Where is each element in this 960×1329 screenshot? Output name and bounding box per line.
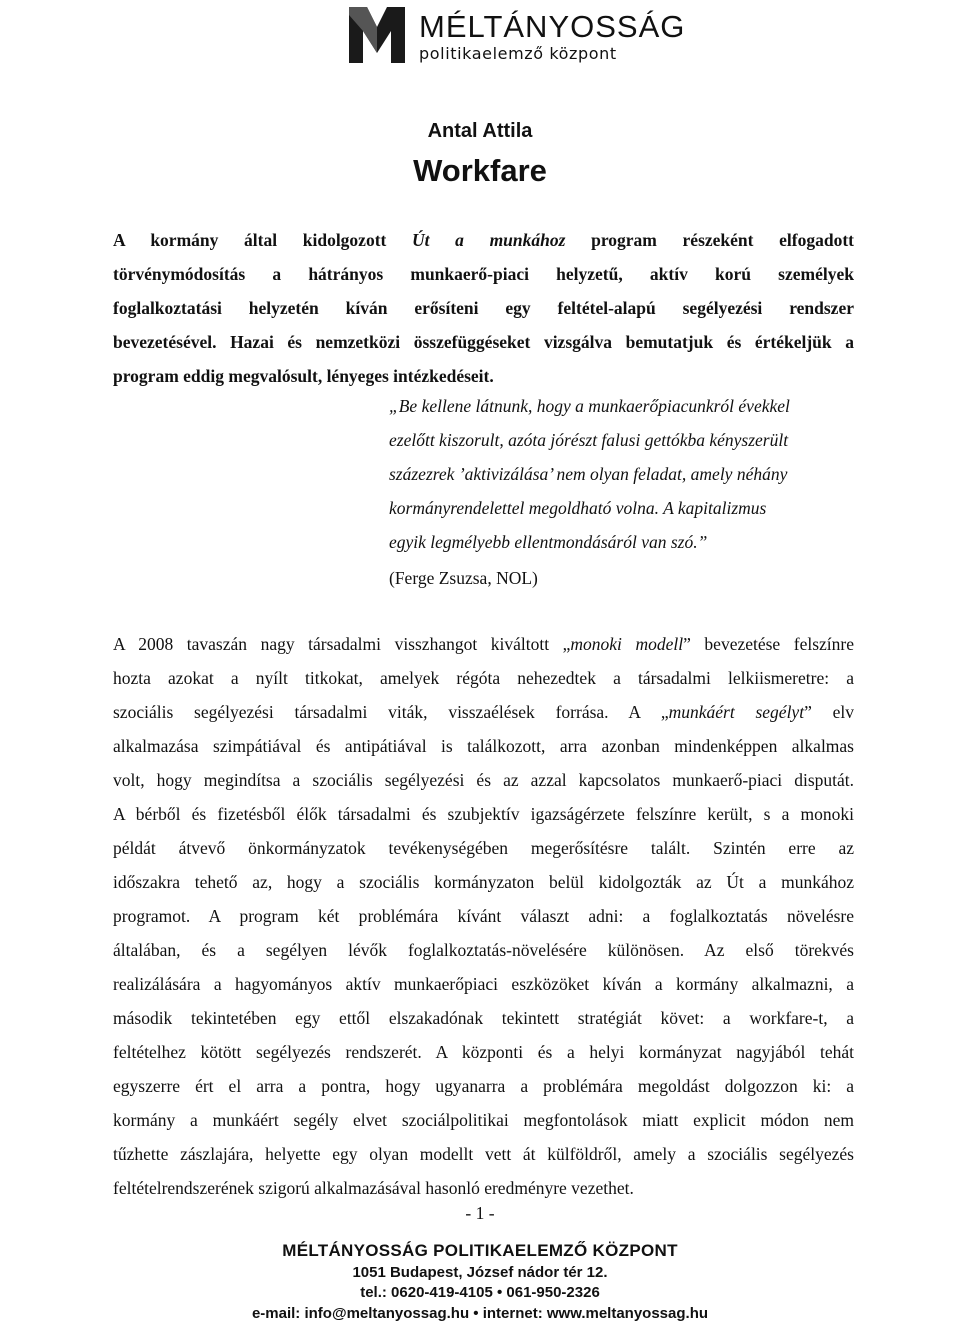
body-text: hozta azokat a nyílt titkokat, amelyek régóta nehezedtek a társadalmi lelkiismeretre: a — [113, 668, 854, 688]
body-line — [113, 1178, 854, 1199]
body-text: programot. A program két problémára kívánt választ adni: a foglalkoztatás növelésre — [113, 906, 854, 926]
article-title: Workfare — [413, 153, 547, 188]
logo-name: MÉLTÁNYOSSÁG — [419, 9, 686, 44]
abstract-text: foglalkoztatási helyzetén kíván erősíteni egy feltétel-alapú segélyezési rendszer — [113, 298, 854, 318]
body-line — [113, 1042, 854, 1063]
body-line — [113, 940, 854, 961]
quote-line: százezrek ’aktivizálása’ nem olyan feladat, amely néhány — [389, 464, 788, 484]
body-text: ” elv — [804, 702, 854, 722]
footer-phone: tel.: 0620-419-4105 • 061-950-2326 — [360, 1284, 600, 1301]
body-line — [113, 634, 854, 655]
article-author: Antal Attila — [427, 120, 533, 142]
body-line — [113, 1008, 854, 1029]
body-text: feltételrendszerének szigorú alkalmazásával hasonló eredményre vezethet. — [113, 1178, 634, 1198]
footer-organization: MÉLTÁNYOSSÁG POLITIKAELEMZŐ KÖZPONT — [282, 1241, 678, 1260]
abstract-text: Út a munkához — [412, 230, 566, 250]
body-text: munkáért segélyt — [668, 702, 805, 722]
abstract-line — [113, 298, 854, 319]
abstract-text: törvénymódosítás a hátrányos munkaerő-piaci helyzetű, aktív korú személyek — [113, 264, 854, 284]
body-text: volt, hogy megindítsa a szociális segélyezési és az azzal kapcsolatos munkaerő-piaci disputát. — [113, 770, 854, 790]
footer-contact: e-mail: info@meltanyossag.hu • internet: www.meltanyossag.hu — [251, 1305, 709, 1322]
logo-mark-icon — [347, 5, 407, 65]
abstract-line — [113, 332, 854, 353]
body-line — [113, 804, 854, 825]
body-line — [113, 906, 854, 927]
body-text: alkalmazása szimpátiával és antipátiával is találkozott, arra azonban mindenképpen alkalmas — [113, 736, 854, 756]
body-text: második tekintetében egy ettől elszakadónak tekintett stratégiát követ: a workfare-t, a — [113, 1008, 854, 1028]
body-text: szociális segélyezési társadalmi viták, visszaélések forrása. A „ — [113, 702, 669, 722]
abstract-line — [113, 230, 854, 251]
body-line — [113, 1110, 854, 1131]
body-line — [113, 668, 854, 689]
body-text: példát átvevő önkormányzatok tevékenységében megerősítésre talált. Szintén erre az — [113, 838, 854, 858]
body-line — [113, 770, 854, 791]
abstract-text: program részeként elfogadott — [565, 230, 854, 250]
body-text: ” bevezetése felszínre — [683, 634, 854, 654]
abstract-text: bevezetésével. Hazai és nemzetközi összefüggéseket vizsgálva bemutatjuk és értékeljük a — [113, 332, 854, 352]
body-line — [113, 974, 854, 995]
body-text: monoki modell — [570, 634, 684, 654]
body-line — [113, 736, 854, 757]
logo-subtitle: politikaelemző központ — [419, 44, 617, 63]
quote-line: egyik legmélyebb ellentmondásáról van szó.” — [389, 532, 708, 552]
abstract-line — [113, 366, 854, 387]
body-line — [113, 1076, 854, 1097]
abstract-text: program eddig megvalósult, lényeges intézkedéseit. — [113, 366, 494, 386]
body-text: kormány a munkáért segély elvet szociálpolitikai megfontolások miatt explicit módon nem — [113, 1110, 854, 1130]
body-text: feltételhez kötött segélyezés rendszerét. A központi és a helyi kormányzat nagyjából tehát — [113, 1042, 854, 1062]
quote-source: (Ferge Zsuzsa, NOL) — [389, 568, 538, 588]
abstract — [113, 230, 854, 390]
body-line — [113, 1144, 854, 1165]
body-line — [113, 838, 854, 859]
page-number: - 1 - — [465, 1203, 495, 1223]
body-text: A 2008 tavaszán nagy társadalmi visszhangot kiváltott „ — [113, 634, 571, 654]
body-text: egyszerre ért el arra a pontra, hogy ugyanarra a problémára megoldást dolgozzon ki: a — [113, 1076, 854, 1096]
epigraph-quote — [389, 396, 854, 596]
abstract-text: A kormány által kidolgozott — [113, 230, 413, 250]
body-text: általában, és a segélyen lévők foglalkoztatás-növelésére különösen. Az első törekvés — [113, 940, 854, 960]
logo — [347, 5, 686, 65]
body-text: tűzhette zászlajára, helyette egy olyan modellt vett át külföldről, amely a szociális segélyezés — [113, 1144, 854, 1164]
quote-line: kormányrendelettel megoldható volna. A kapitalizmus — [389, 498, 767, 518]
body-paragraph — [113, 634, 854, 1204]
footer-address: 1051 Budapest, József nádor tér 12. — [352, 1264, 608, 1281]
body-line — [113, 872, 854, 893]
body-text: A bérből és fizetésből élők társadalmi és szubjektív igazságérzete felszínre került, s a monoki — [113, 804, 854, 824]
abstract-line — [113, 264, 854, 285]
body-text: realizálására a hagyományos aktív munkaerőpiaci eszközöket kíván a kormány alkalmazni, a — [113, 974, 854, 994]
quote-line: „Be kellene látnunk, hogy a munkaerőpiacunkról évekkel — [389, 396, 790, 416]
body-line — [113, 702, 854, 723]
quote-line: ezelőtt kiszorult, azóta jórészt falusi gettókba kényszerült — [389, 430, 789, 450]
body-text: időszakra tehető az, hogy a szociális kormányzaton belül kidolgozták az Út a munkához — [113, 872, 854, 892]
